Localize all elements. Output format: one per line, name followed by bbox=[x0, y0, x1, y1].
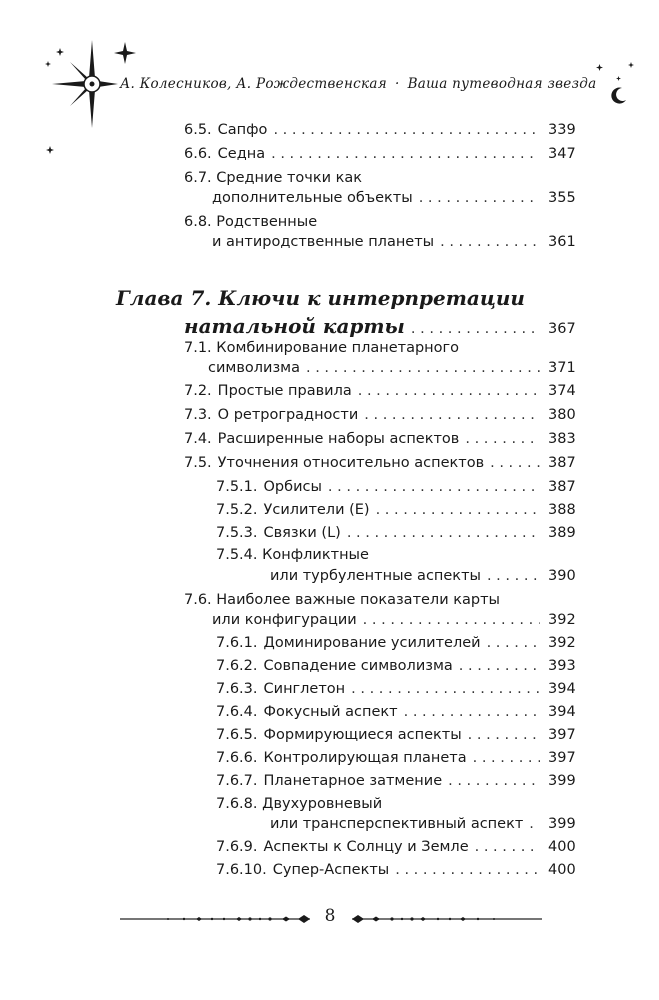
toc-entry-page: 387 bbox=[548, 455, 576, 471]
toc-entry-number: 7.6.4. bbox=[216, 704, 258, 720]
toc-entry[interactable] bbox=[184, 429, 574, 449]
toc-entry-number: 6.7. bbox=[184, 170, 212, 186]
toc-entry[interactable] bbox=[184, 453, 574, 473]
toc-entry-page: 389 bbox=[548, 525, 576, 541]
toc-entry-title: Наиболее важные показатели карты bbox=[216, 592, 500, 608]
toc-entry-number: 7.5. bbox=[184, 455, 212, 471]
toc-entry[interactable] bbox=[184, 120, 574, 140]
toc-entry-number: 7.5.1. bbox=[216, 479, 258, 495]
toc-entry-title: Аспекты к Солнцу и Земле bbox=[263, 839, 469, 855]
dot-leader bbox=[376, 500, 540, 520]
toc-entry-second-line[interactable] bbox=[212, 232, 574, 252]
toc-entry-title: О ретроградности bbox=[217, 407, 359, 423]
toc-entry-number: 7.6.8. bbox=[216, 796, 258, 812]
toc-entry-number: 7.6.5. bbox=[216, 727, 258, 743]
dot-leader bbox=[271, 144, 540, 164]
toc-entry-page: 397 bbox=[548, 727, 576, 743]
toc-entry-page: 399 bbox=[548, 816, 576, 832]
toc-subentry[interactable] bbox=[216, 477, 574, 497]
toc-entry-title: Орбисы bbox=[263, 479, 322, 495]
toc-subentry-second-line[interactable] bbox=[270, 814, 574, 834]
toc-subentry[interactable] bbox=[216, 523, 574, 543]
toc-entry-title: Средние точки как bbox=[216, 170, 363, 186]
sparkle-star-icon bbox=[114, 42, 136, 64]
toc-subentry-second-line[interactable] bbox=[270, 566, 574, 586]
toc-entry-number: 7.6.10. bbox=[216, 862, 267, 878]
toc-entry-title: символизма bbox=[208, 360, 300, 376]
header-book-title: Ваша путеводная звезда bbox=[407, 76, 597, 92]
chapter-page: 367 bbox=[548, 321, 576, 337]
toc-subentry[interactable] bbox=[216, 860, 574, 880]
toc-entry-title: Расширенные наборы аспектов bbox=[217, 431, 460, 447]
toc-entry-first-line[interactable] bbox=[184, 338, 459, 358]
toc-entry-first-line[interactable] bbox=[184, 590, 500, 610]
toc-entry-title: или трансперспективный аспект bbox=[270, 816, 524, 832]
toc-subentry-first-line[interactable] bbox=[216, 545, 369, 565]
toc-entry-page: 390 bbox=[548, 568, 576, 584]
running-header bbox=[120, 76, 600, 92]
toc-entry-page: 347 bbox=[548, 146, 576, 162]
toc-entry-number: 7.6.1. bbox=[216, 635, 258, 651]
toc-entry-second-line[interactable] bbox=[212, 188, 574, 208]
chapter-subtitle: натальной карты bbox=[184, 314, 405, 338]
toc-entry-number: 7.6.7. bbox=[216, 773, 258, 789]
toc-subentry[interactable] bbox=[216, 725, 574, 745]
dot-leader bbox=[347, 523, 540, 543]
dot-leader bbox=[473, 748, 540, 768]
toc-entry-page: 393 bbox=[548, 658, 576, 674]
toc-entry[interactable] bbox=[184, 144, 574, 164]
dot-leader bbox=[364, 405, 540, 425]
dot-leader bbox=[306, 358, 540, 378]
dot-leader bbox=[351, 679, 540, 699]
toc-entry-number: 7.5.2. bbox=[216, 502, 258, 518]
toc-subentry[interactable] bbox=[216, 748, 574, 768]
toc-entry-page: 388 bbox=[548, 502, 576, 518]
toc-entry-title: Связки (L) bbox=[263, 525, 341, 541]
toc-entry-page: 394 bbox=[548, 681, 576, 697]
small-star-icon bbox=[56, 48, 64, 56]
dot-leader bbox=[475, 837, 540, 857]
dot-leader bbox=[487, 633, 540, 653]
toc-entry-page: 400 bbox=[548, 862, 576, 878]
small-star-icon bbox=[596, 64, 603, 71]
toc-entry-title: Простые правила bbox=[217, 383, 352, 399]
dot-leader bbox=[440, 232, 540, 252]
toc-entry-title: дополнительные объекты bbox=[212, 190, 413, 206]
toc-entry-title: или конфигурации bbox=[212, 612, 357, 628]
toc-entry-number: 7.2. bbox=[184, 383, 212, 399]
dot-leader bbox=[465, 429, 540, 449]
toc-entry-page: 361 bbox=[548, 234, 576, 250]
header-separator: · bbox=[394, 76, 400, 92]
toc-entry-title: Усилители (Е) bbox=[263, 502, 370, 518]
toc-entry-number: 7.6.2. bbox=[216, 658, 258, 674]
toc-subentry[interactable] bbox=[216, 702, 574, 722]
small-star-icon bbox=[616, 76, 621, 81]
toc-entry-page: 371 bbox=[548, 360, 576, 376]
dot-leader bbox=[395, 860, 540, 880]
toc-entry-number: 7.6.9. bbox=[216, 839, 258, 855]
toc-subentry[interactable] bbox=[216, 837, 574, 857]
toc-entry-first-line[interactable] bbox=[184, 212, 317, 232]
toc-entry-number: 7.5.3. bbox=[216, 525, 258, 541]
ornament-left-icon bbox=[120, 912, 310, 926]
page-number: 8 bbox=[324, 906, 336, 926]
dot-leader bbox=[404, 702, 540, 722]
toc-entry-number: 7.4. bbox=[184, 431, 212, 447]
toc-entry-page: 399 bbox=[548, 773, 576, 789]
toc-entry[interactable] bbox=[184, 381, 574, 401]
toc-entry-number: 7.6.3. bbox=[216, 681, 258, 697]
toc-entry-page: 383 bbox=[548, 431, 576, 447]
dot-leader bbox=[328, 477, 540, 497]
toc-entry-title: Супер-Аспекты bbox=[272, 862, 390, 878]
toc-entry-page: 392 bbox=[548, 635, 576, 651]
toc-entry-number: 7.5.4. bbox=[216, 547, 258, 563]
toc-entry-page: 380 bbox=[548, 407, 576, 423]
ornament-right-icon bbox=[352, 912, 542, 926]
small-star-icon bbox=[45, 61, 51, 67]
toc-entry-number: 7.6.6. bbox=[216, 750, 258, 766]
toc-entry-page: 400 bbox=[548, 839, 576, 855]
dot-leader bbox=[529, 814, 540, 834]
toc-entry-title: Седна bbox=[217, 146, 266, 162]
toc-subentry[interactable] bbox=[216, 633, 574, 653]
toc-subentry-first-line[interactable] bbox=[216, 794, 382, 814]
dot-leader bbox=[490, 453, 540, 473]
toc-subentry[interactable] bbox=[216, 656, 574, 676]
toc-entry-title: или турбулентные аспекты bbox=[270, 568, 481, 584]
toc-entry-title: Синглетон bbox=[263, 681, 346, 697]
toc-entry-title: Контролирующая планета bbox=[263, 750, 467, 766]
dot-leader bbox=[468, 725, 540, 745]
toc-entry-title: Планетарное затмение bbox=[263, 773, 443, 789]
dot-leader bbox=[358, 381, 540, 401]
small-star-icon bbox=[628, 62, 634, 68]
toc-entry-page: 339 bbox=[548, 122, 576, 138]
dot-leader bbox=[273, 120, 540, 140]
dot-leader bbox=[448, 771, 540, 791]
toc-entry-page: 387 bbox=[548, 479, 576, 495]
toc-subentry[interactable] bbox=[216, 500, 574, 520]
toc-entry-page: 392 bbox=[548, 612, 576, 628]
toc-entry-number: 6.6. bbox=[184, 146, 212, 162]
toc-entry-title: Комбинирование планетарного bbox=[216, 340, 460, 356]
dot-leader bbox=[487, 566, 540, 586]
crescent-moon-icon bbox=[610, 86, 628, 104]
toc-entry-title: и антиродственные планеты bbox=[212, 234, 435, 250]
toc-entry-title: Формирующиеся аспекты bbox=[263, 727, 462, 743]
toc-entry-title: Фокусный аспект bbox=[263, 704, 398, 720]
toc-entry-number: 7.3. bbox=[184, 407, 212, 423]
toc-entry-title: Двухуровневый bbox=[262, 796, 383, 812]
dot-leader bbox=[459, 656, 540, 676]
toc-entry-title: Конфликтные bbox=[262, 547, 369, 563]
toc-entry-number: 7.1. bbox=[184, 340, 212, 356]
toc-entry-number: 6.5. bbox=[184, 122, 212, 138]
chapter-title[interactable]: Глава 7. Ключи к интерпретации bbox=[116, 286, 525, 310]
toc-entry-second-line[interactable] bbox=[212, 610, 574, 630]
toc-entry[interactable] bbox=[184, 405, 574, 425]
toc-entry-number: 7.6. bbox=[184, 592, 212, 608]
toc-entry-page: 394 bbox=[548, 704, 576, 720]
toc-entry-page: 374 bbox=[548, 383, 576, 399]
toc-entry-title: Родственные bbox=[216, 214, 318, 230]
header-authors: А. Колесников, А. Рождественская bbox=[120, 76, 387, 92]
toc-entry-number: 6.8. bbox=[184, 214, 212, 230]
toc-entry-page: 355 bbox=[548, 190, 576, 206]
toc-subentry[interactable] bbox=[216, 771, 574, 791]
toc-entry-title: Уточнения относительно аспектов bbox=[217, 455, 485, 471]
toc-entry-page: 397 bbox=[548, 750, 576, 766]
toc-entry-title: Сапфо bbox=[217, 122, 268, 138]
dot-leader bbox=[419, 188, 540, 208]
toc-subentry[interactable] bbox=[216, 679, 574, 699]
toc-entry-title: Совпадение символизма bbox=[263, 658, 453, 674]
small-star-icon bbox=[46, 146, 54, 154]
toc-entry-second-line[interactable] bbox=[208, 358, 574, 378]
toc-entry-title: Доминирование усилителей bbox=[263, 635, 481, 651]
dot-leader bbox=[363, 610, 540, 630]
toc-entry-first-line[interactable] bbox=[184, 168, 362, 188]
